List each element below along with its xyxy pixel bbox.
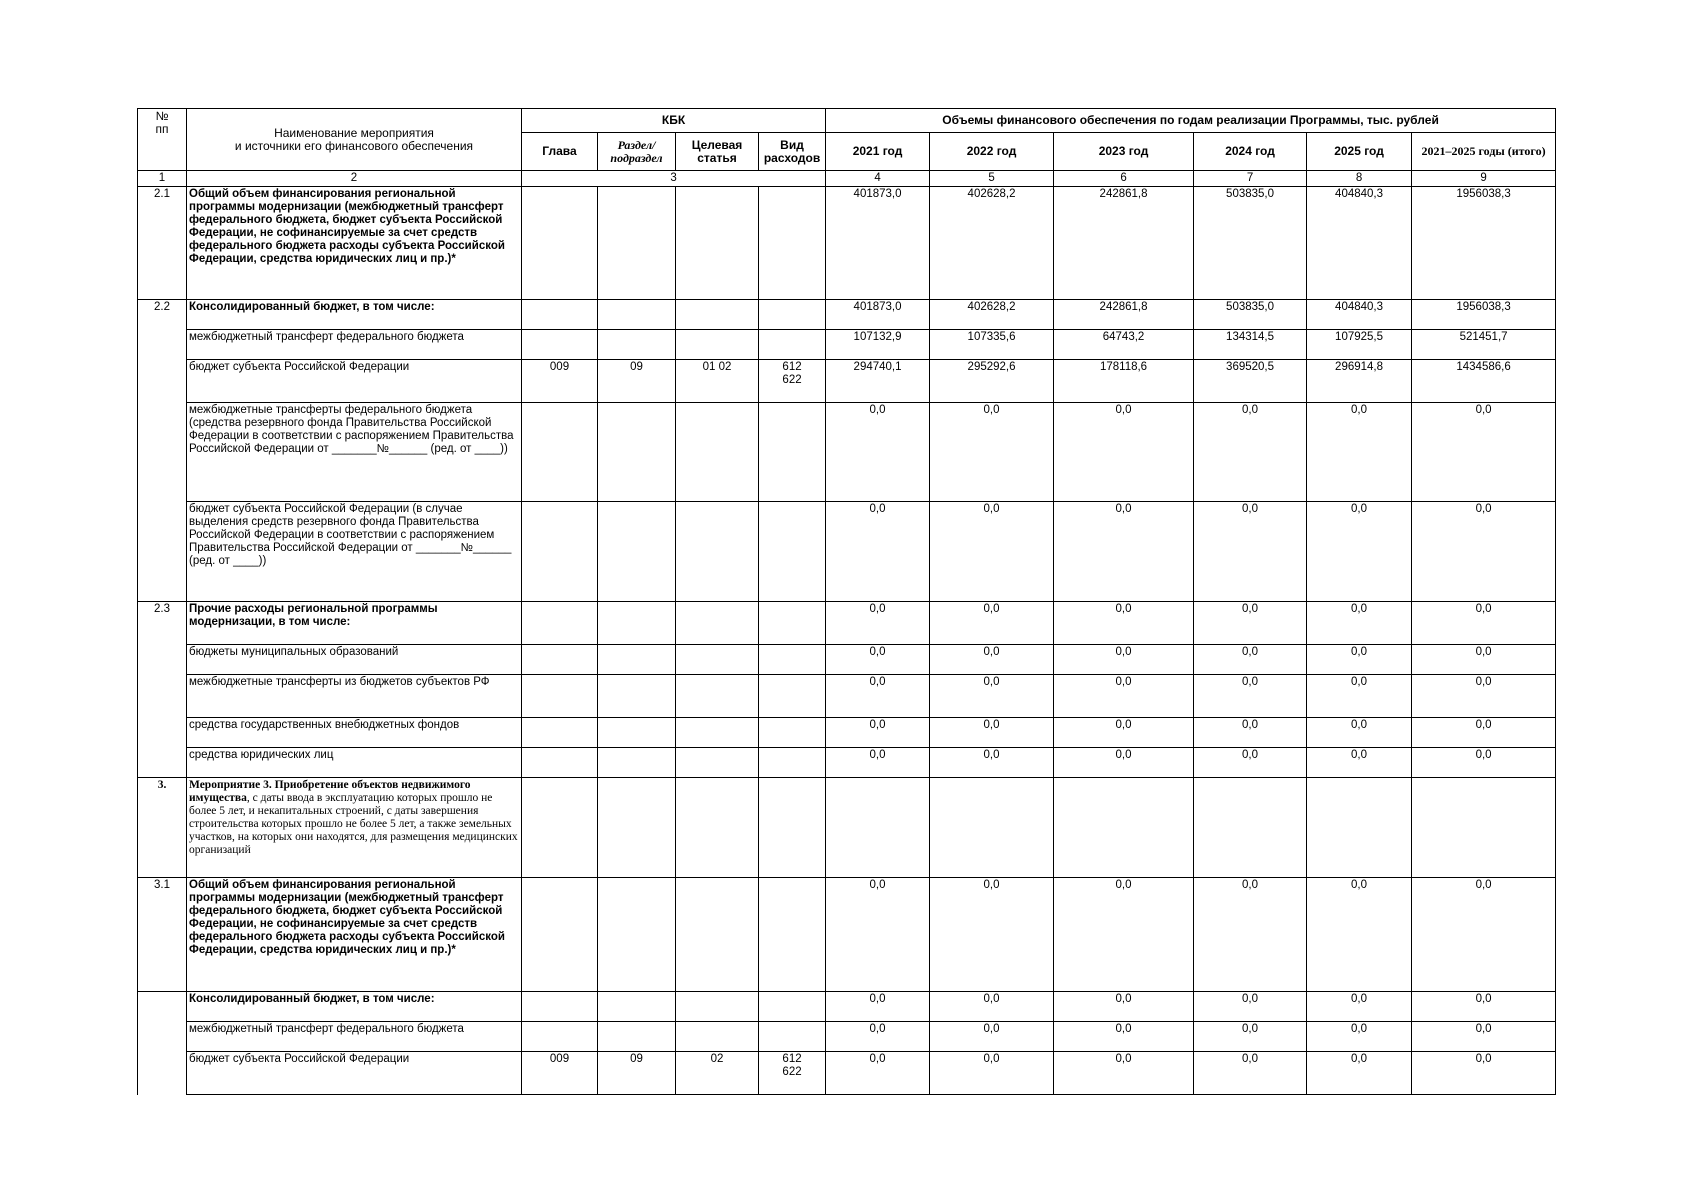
row-name (187, 778, 522, 878)
value-cell: 0,0 (1307, 1052, 1412, 1095)
value-cell: 0,0 (826, 645, 930, 675)
value-cell: 0,0 (1307, 992, 1412, 1022)
col-header-glava: Глава (522, 133, 598, 171)
col-header-pp: № пп (138, 109, 187, 171)
value-cell: 0,0 (1194, 645, 1307, 675)
column-number-row (138, 171, 1556, 187)
value-cell: 0,0 (1194, 1052, 1307, 1095)
row-name: межбюджетные трансферты из бюджетов субъектов РФ (187, 675, 522, 718)
col-header-vid: Вид расходов (759, 133, 826, 171)
value-cell: 0,0 (1194, 502, 1307, 602)
row-name: Общий объем финансирования региональной программы модернизации (межбюджетный трансферт федерального бюджета, бюджет субъекта Российской Федерации, не софинансируемые за счет средств федерального бюджета расходы субъекта Российской Федерации, средства юридических лиц и пр.)* (187, 878, 522, 992)
value-cell: 0,0 (930, 1052, 1054, 1095)
value-cell: 295292,6 (930, 360, 1054, 403)
value-cell: 0,0 (1412, 1022, 1556, 1052)
value-cell: 0,0 (1194, 878, 1307, 992)
row-number: 2.1 (138, 187, 187, 300)
value-cell: 0,0 (1412, 675, 1556, 718)
table-row (138, 748, 1556, 778)
table-row (138, 778, 1556, 878)
value-cell: 294740,1 (826, 360, 930, 403)
value-cell: 401873,0 (826, 300, 930, 330)
table-row (138, 878, 1556, 992)
value-cell: 0,0 (1054, 645, 1194, 675)
value-cell: 0,0 (1412, 602, 1556, 645)
value-cell: 0,0 (1307, 602, 1412, 645)
value-cell: 0,0 (1307, 1022, 1412, 1052)
row-name: бюджет субъекта Российской Федерации (187, 360, 522, 403)
value-cell: 0,0 (1412, 502, 1556, 602)
row-number: 3. (138, 778, 187, 878)
value-cell: 503835,0 (1194, 300, 1307, 330)
value-cell: 0,0 (1412, 645, 1556, 675)
value-cell: 296914,8 (1307, 360, 1412, 403)
value-cell: 0,0 (1307, 748, 1412, 778)
value-cell: 0,0 (826, 992, 930, 1022)
row-name: Консолидированный бюджет, в том числе: (187, 992, 522, 1022)
col-header-year-2023: 2023 год (1054, 133, 1194, 171)
row-name: Прочие расходы региональной программы модернизации, в том числе: (187, 602, 522, 645)
value-cell: 0,0 (826, 878, 930, 992)
value-cell: 0,0 (930, 992, 1054, 1022)
col-header-kbk: КБК (522, 109, 826, 133)
col-header-celevaya: Целевая статья (676, 133, 759, 171)
kbk-celevaya: 02 (676, 1052, 759, 1095)
row-name: бюджет субъекта Российской Федерации (в случае выделения средств резервного фонда Правительства Российской Федерации в соответствии с распоряжением Правительства Российской Федерации от _______№______ (ред. от ____)) (187, 502, 522, 602)
value-cell: 0,0 (1307, 645, 1412, 675)
colnum: 5 (930, 171, 1054, 187)
colnum: 3 (522, 171, 826, 187)
table-row (138, 675, 1556, 718)
value-cell: 0,0 (930, 645, 1054, 675)
kbk-celevaya: 01 02 (676, 360, 759, 403)
row-name: межбюджетный трансферт федерального бюджета (187, 330, 522, 360)
value-cell: 0,0 (1194, 748, 1307, 778)
value-cell: 0,0 (826, 602, 930, 645)
row-name: Консолидированный бюджет, в том числе: (187, 300, 522, 330)
value-cell: 0,0 (1054, 1052, 1194, 1095)
colnum: 1 (138, 171, 187, 187)
value-cell: 178118,6 (1054, 360, 1194, 403)
value-cell: 1956038,3 (1412, 187, 1556, 300)
value-cell: 107132,9 (826, 330, 930, 360)
row-name: бюджеты муниципальных образований (187, 645, 522, 675)
colnum: 8 (1307, 171, 1412, 187)
table-row (138, 718, 1556, 748)
value-cell: 0,0 (1412, 403, 1556, 502)
kbk-razdel: 09 (598, 360, 676, 403)
value-cell: 0,0 (930, 403, 1054, 502)
value-cell: 404840,3 (1307, 300, 1412, 330)
row-name: межбюджетный трансферт федерального бюджета (187, 1022, 522, 1052)
value-cell: 0,0 (1054, 878, 1194, 992)
value-cell: 0,0 (1194, 403, 1307, 502)
value-cell: 0,0 (1054, 675, 1194, 718)
value-cell: 404840,3 (1307, 187, 1412, 300)
table-row (138, 1022, 1556, 1052)
row-name: Общий объем финансирования региональной программы модернизации (межбюджетный трансферт федерального бюджета, бюджет субъекта Российской Федерации, не софинансируемые за счет средств федерального бюджета расходы субъекта Российской Федерации, средства юридических лиц и пр.)* (187, 187, 522, 300)
value-cell: 107335,6 (930, 330, 1054, 360)
value-cell: 107925,5 (1307, 330, 1412, 360)
value-cell: 0,0 (930, 718, 1054, 748)
value-cell: 134314,5 (1194, 330, 1307, 360)
value-cell: 0,0 (826, 718, 930, 748)
value-cell: 0,0 (1194, 602, 1307, 645)
value-cell: 402628,2 (930, 300, 1054, 330)
value-cell: 0,0 (826, 1052, 930, 1095)
measure-description: , с даты ввода в эксплуатацию которых прошло не более 5 лет, и некапитальных строений, с даты завершения строительства которых прошло не более 5 лет, а также земельных участков, на которых они находятся, для размещения медицинских организаций (189, 792, 518, 856)
value-cell: 0,0 (1412, 992, 1556, 1022)
value-cell: 402628,2 (930, 187, 1054, 300)
colnum: 6 (1054, 171, 1194, 187)
value-cell: 0,0 (1054, 748, 1194, 778)
kbk-vid: 612 622 (759, 1052, 826, 1095)
value-cell: 0,0 (1054, 403, 1194, 502)
table-row (138, 187, 1556, 300)
value-cell: 0,0 (826, 502, 930, 602)
value-cell: 0,0 (1412, 718, 1556, 748)
table-row (138, 1052, 1556, 1095)
col-header-volumes: Объемы финансового обеспечения по годам реализации Программы, тыс. рублей (826, 109, 1556, 133)
value-cell: 1956038,3 (1412, 300, 1556, 330)
financing-table (137, 108, 1556, 1095)
value-cell: 0,0 (826, 748, 930, 778)
value-cell: 0,0 (1412, 878, 1556, 992)
colnum: 7 (1194, 171, 1307, 187)
col-header-razdel: Раздел/ подраздел (598, 133, 676, 171)
value-cell: 0,0 (1412, 1052, 1556, 1095)
kbk-razdel: 09 (598, 1052, 676, 1095)
value-cell: 242861,8 (1054, 187, 1194, 300)
col-header-total: 2021–2025 годы (итого) (1412, 133, 1556, 171)
value-cell: 369520,5 (1194, 360, 1307, 403)
measure-title: Мероприятие 3. Приобретение объектов недвижимого имущества (189, 779, 471, 804)
value-cell: 0,0 (1194, 1022, 1307, 1052)
value-cell: 0,0 (826, 675, 930, 718)
value-cell: 503835,0 (1194, 187, 1307, 300)
value-cell: 0,0 (1054, 1022, 1194, 1052)
value-cell: 0,0 (930, 602, 1054, 645)
value-cell: 0,0 (1054, 602, 1194, 645)
value-cell: 0,0 (1307, 502, 1412, 602)
table-row (138, 602, 1556, 645)
value-cell: 0,0 (1307, 403, 1412, 502)
col-header-year-2021: 2021 год (826, 133, 930, 171)
value-cell: 1434586,6 (1412, 360, 1556, 403)
row-name: межбюджетные трансферты федерального бюджета (средства резервного фонда Правительства Российской Федерации в соответствии с распоряжением Правительства Российской Федерации от _______№______ (ред. от ____)) (187, 403, 522, 502)
table-row (138, 645, 1556, 675)
colnum: 2 (187, 171, 522, 187)
colnum: 4 (826, 171, 930, 187)
row-name: средства государственных внебюджетных фондов (187, 718, 522, 748)
value-cell: 0,0 (930, 502, 1054, 602)
value-cell: 521451,7 (1412, 330, 1556, 360)
col-header-year-2025: 2025 год (1307, 133, 1412, 171)
value-cell: 0,0 (1054, 718, 1194, 748)
kbk-glava: 009 (522, 1052, 598, 1095)
value-cell: 401873,0 (826, 187, 930, 300)
value-cell: 242861,8 (1054, 300, 1194, 330)
value-cell: 0,0 (826, 1022, 930, 1052)
kbk-glava: 009 (522, 360, 598, 403)
value-cell: 0,0 (930, 1022, 1054, 1052)
value-cell: 0,0 (1194, 992, 1307, 1022)
value-cell: 0,0 (826, 403, 930, 502)
row-name: средства юридических лиц (187, 748, 522, 778)
row-number: 3.1 (138, 878, 187, 992)
value-cell: 0,0 (1054, 992, 1194, 1022)
row-name: бюджет субъекта Российской Федерации (187, 1052, 522, 1095)
table-row (138, 360, 1556, 403)
value-cell: 64743,2 (1054, 330, 1194, 360)
row-number: 2.2 (138, 300, 187, 602)
table-row (138, 300, 1556, 330)
colnum: 9 (1412, 171, 1556, 187)
value-cell: 0,0 (1307, 878, 1412, 992)
col-header-year-2024: 2024 год (1194, 133, 1307, 171)
value-cell: 0,0 (1194, 675, 1307, 718)
value-cell: 0,0 (930, 675, 1054, 718)
value-cell: 0,0 (1307, 675, 1412, 718)
value-cell: 0,0 (1412, 748, 1556, 778)
value-cell: 0,0 (930, 748, 1054, 778)
table-row (138, 330, 1556, 360)
row-number: 2.3 (138, 602, 187, 778)
table-row (138, 502, 1556, 602)
table-row (138, 992, 1556, 1022)
col-header-year-2022: 2022 год (930, 133, 1054, 171)
value-cell: 0,0 (1194, 718, 1307, 748)
table-row (138, 403, 1556, 502)
row-number-empty (138, 992, 187, 1095)
kbk-vid: 612 622 (759, 360, 826, 403)
value-cell: 0,0 (1307, 718, 1412, 748)
value-cell: 0,0 (930, 878, 1054, 992)
col-header-name: Наименование мероприятия и источники его финансового обеспечения (187, 109, 522, 171)
value-cell: 0,0 (1054, 502, 1194, 602)
